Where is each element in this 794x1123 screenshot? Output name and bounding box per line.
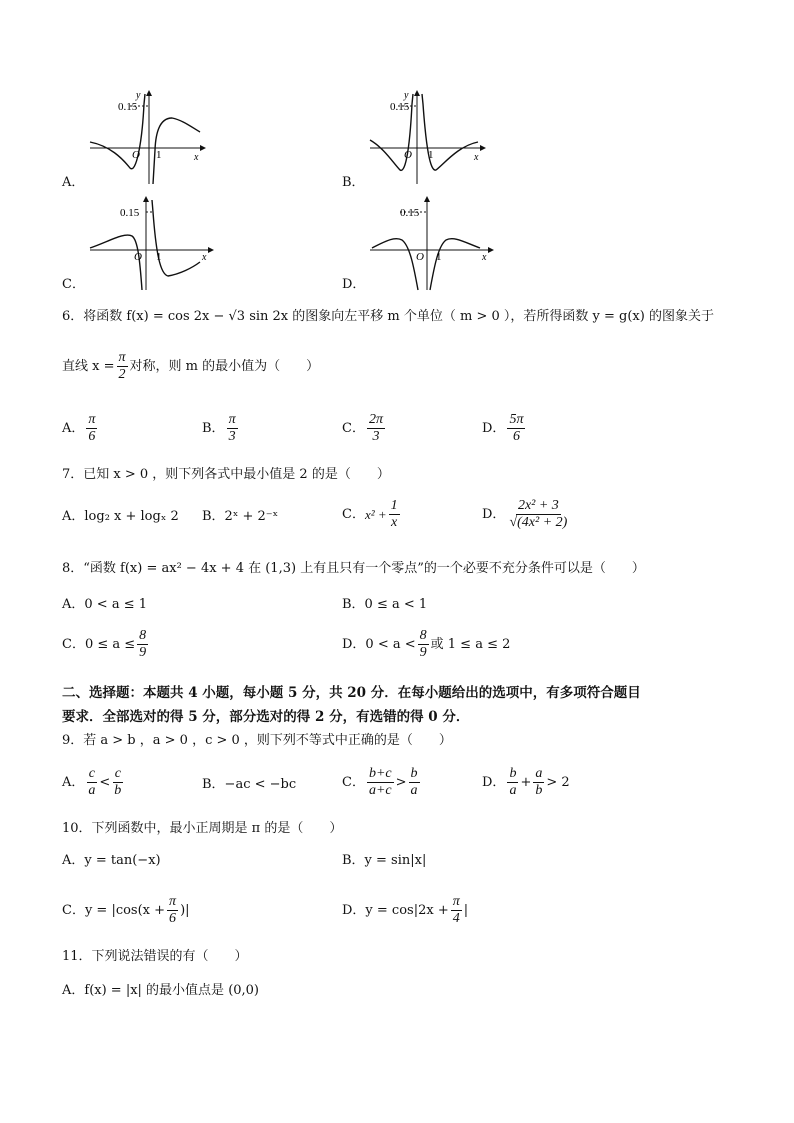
q9-opt-d-d1: a bbox=[509, 783, 517, 798]
q6-line2-b: 对称，则 m 的最小值为（ ） bbox=[129, 358, 320, 374]
q6-opt-c-num: 2π bbox=[368, 412, 383, 427]
q8-option-a[interactable]: A．0 < a ≤ 1 bbox=[62, 597, 147, 612]
q10-opt-c-num: π bbox=[169, 894, 177, 909]
graph-a-x-label: x bbox=[194, 152, 199, 163]
q9-opt-d-n1: b bbox=[509, 766, 517, 781]
q6-opt-a-label: A． bbox=[62, 420, 85, 436]
q10-option-b[interactable]: B．y = sin|x| bbox=[342, 853, 427, 868]
q6-opt-a-num: π bbox=[88, 412, 96, 427]
q7-option-d[interactable] bbox=[482, 498, 571, 531]
q10-opt-d-tail: | bbox=[463, 902, 469, 918]
q9-option-b[interactable]: B．−ac < −bc bbox=[202, 777, 297, 792]
section2-line1: 二、选择题：本题共 4 小题，每小题 5 分，共 20 分．在每小题给出的选项中，有多项符合题目 bbox=[62, 685, 641, 701]
q11-stem: 11．下列说法错误的有（ ） bbox=[62, 949, 248, 964]
q9-opt-a-d2: b bbox=[114, 783, 122, 798]
q10-stem: 10．下列函数中，最小正周期是 π 的是（ ） bbox=[62, 821, 343, 836]
q6-option-c[interactable] bbox=[342, 412, 387, 445]
q9-opt-c-d2: a bbox=[410, 783, 418, 798]
graph-b-tick-y: 0.15 bbox=[390, 101, 410, 113]
q8-opt-c-num: 8 bbox=[139, 628, 147, 643]
graph-c-origin: O bbox=[134, 251, 142, 263]
q10-opt-c-label: C．y = |cos(x + bbox=[62, 902, 166, 918]
graph-a-tick-y: 0.15 bbox=[118, 101, 138, 113]
q10-opt-d-den: 4 bbox=[452, 911, 460, 926]
q9-opt-a-n2: c bbox=[114, 766, 121, 781]
q7-opt-d-den: √(4x² + 2) bbox=[509, 515, 568, 530]
graph-c-tick-y: 0.15 bbox=[120, 207, 140, 219]
q7-opt-c-frac bbox=[389, 498, 400, 531]
graph-b-tick-x: 1 bbox=[428, 149, 434, 161]
q9-opt-c-op: > bbox=[395, 774, 407, 790]
q10-option-a[interactable]: A．y = tan(−x) bbox=[62, 853, 161, 868]
graph-d-label: D． bbox=[342, 277, 366, 292]
graph-b-x-label: x bbox=[474, 152, 479, 163]
graph-a-y-label: y bbox=[136, 90, 141, 101]
q6-opt-b-label: B． bbox=[202, 420, 225, 436]
section2-line2: 要求．全部选对的得 5 分，部分选对的得 2 分，有选错的得 0 分． bbox=[62, 709, 470, 725]
q8-opt-c-den: 9 bbox=[139, 645, 147, 660]
q6-opt-b-frac bbox=[227, 412, 238, 445]
q6-option-b[interactable] bbox=[202, 412, 240, 445]
q10-option-c[interactable] bbox=[62, 894, 190, 927]
q6-option-a[interactable] bbox=[62, 412, 99, 445]
q9-opt-d-frac2 bbox=[533, 766, 544, 799]
q10-opt-d-label: D．y = cos|2x + bbox=[342, 902, 449, 918]
q7-opt-c-num: 1 bbox=[390, 498, 398, 513]
q9-opt-a-frac2 bbox=[112, 766, 123, 799]
q9-opt-a-label: A． bbox=[62, 774, 85, 790]
q7-opt-d-frac bbox=[507, 498, 569, 531]
q10-opt-c-den: 6 bbox=[169, 911, 177, 926]
q10-opt-d-frac bbox=[451, 894, 462, 927]
q9-stem: 9．若 a > b ，a > 0 ，c > 0 ，则下列不等式中正确的是（ ） bbox=[62, 733, 452, 748]
q9-opt-c-n1: b+c bbox=[368, 766, 392, 781]
q8-opt-c-label: C．0 ≤ a ≤ bbox=[62, 636, 136, 652]
q7-option-b[interactable]: B．2ˣ + 2⁻ˣ bbox=[202, 509, 279, 524]
q7-stem: 7．已知 x > 0 ，则下列各式中最小值是 2 的是（ ） bbox=[62, 467, 390, 482]
graph-d-tick-x: 1 bbox=[436, 251, 442, 263]
q6-opt-b-den: 3 bbox=[228, 429, 236, 444]
q8-opt-d-num: 8 bbox=[419, 628, 427, 643]
q7-opt-c-den: x bbox=[391, 515, 398, 530]
graph-c-tick-x: 1 bbox=[156, 251, 162, 263]
q6-frac-num: π bbox=[118, 350, 126, 365]
q6-opt-d-den: 6 bbox=[512, 429, 520, 444]
graph-d-origin: O bbox=[416, 251, 424, 263]
q6-opt-c-frac bbox=[367, 412, 385, 445]
q6-opt-a-den: 6 bbox=[88, 429, 96, 444]
graph-a-origin: O bbox=[132, 149, 140, 161]
q6-opt-a-frac bbox=[86, 412, 97, 445]
graph-c-x-label: x bbox=[202, 252, 207, 263]
q9-opt-c-d1: a+c bbox=[368, 783, 392, 798]
q6-opt-d-label: D． bbox=[482, 420, 506, 436]
q8-option-c[interactable] bbox=[62, 628, 150, 661]
q6-option-d[interactable] bbox=[482, 412, 527, 445]
q8-opt-d-tail: 或 1 ≤ a ≤ 2 bbox=[430, 636, 511, 652]
q6-line2-a: 直线 x = bbox=[62, 358, 115, 374]
graph-d-tick-y: 0.15 bbox=[400, 207, 420, 219]
q9-opt-c-n2: b bbox=[410, 766, 418, 781]
q7-opt-d-label: D． bbox=[482, 506, 506, 522]
q9-option-c[interactable] bbox=[342, 766, 422, 799]
q6-fraction bbox=[117, 350, 128, 383]
q9-opt-a-d1: a bbox=[88, 783, 96, 798]
q9-option-a[interactable] bbox=[62, 766, 125, 799]
graph-c-label: C． bbox=[62, 277, 85, 292]
q6-frac-den: 2 bbox=[118, 367, 126, 382]
q9-opt-d-n2: a bbox=[535, 766, 543, 781]
q6-stem-line2 bbox=[62, 350, 319, 383]
graph-b-y-label: y bbox=[404, 90, 409, 101]
q10-opt-c-frac bbox=[167, 894, 178, 927]
q7-option-c[interactable] bbox=[342, 498, 402, 531]
q8-option-b[interactable]: B．0 ≤ a < 1 bbox=[342, 597, 428, 612]
q7-opt-d-num: 2x² + 3 bbox=[517, 498, 559, 513]
q7-option-a[interactable]: A．log₂ x + logₓ 2 bbox=[62, 509, 179, 524]
q10-opt-c-tail: )| bbox=[180, 902, 190, 918]
q9-opt-d-frac1 bbox=[507, 766, 518, 799]
q6-opt-d-num: 5π bbox=[509, 412, 524, 427]
graph-d-x-label: x bbox=[482, 252, 487, 263]
q9-opt-d-op: + bbox=[520, 774, 532, 790]
q6-opt-c-den: 3 bbox=[372, 429, 380, 444]
q6-opt-d-frac bbox=[507, 412, 525, 445]
q8-opt-c-frac bbox=[137, 628, 148, 661]
q8-opt-d-label: D．0 < a < bbox=[342, 636, 416, 652]
graph-a-tick-x: 1 bbox=[156, 149, 162, 161]
q8-option-d[interactable] bbox=[342, 628, 510, 661]
q8-stem: 8．“函数 f(x) = ax² − 4x + 4 在 (1,3) 上有且只有一个零点”的一个必要不充分条件可以是（ ） bbox=[62, 561, 645, 576]
graph-a-label: A． bbox=[62, 175, 85, 190]
q9-opt-a-frac1 bbox=[86, 766, 97, 799]
q6-stem-line1: 6．将函数 f(x) = cos 2x − √3 sin 2x 的图象向左平移 m 个单位（ m > 0 ），若所得函数 y = g(x) 的图象关于 bbox=[62, 309, 714, 324]
q9-opt-d-label: D． bbox=[482, 774, 506, 790]
q6-opt-c-label: C． bbox=[342, 420, 365, 436]
graph-b-label: B． bbox=[342, 175, 365, 190]
q11-option-a[interactable]: A．f(x) = |x| 的最小值点是 (0,0) bbox=[62, 983, 260, 998]
q9-opt-c-frac1 bbox=[367, 766, 394, 799]
q8-opt-d-frac bbox=[418, 628, 429, 661]
q9-opt-d-tail: > 2 bbox=[546, 774, 570, 790]
q8-opt-d-den: 9 bbox=[419, 645, 427, 660]
q9-opt-a-n1: c bbox=[88, 766, 95, 781]
q10-option-d[interactable] bbox=[342, 894, 468, 927]
q9-option-d[interactable] bbox=[482, 766, 570, 799]
q9-opt-a-op: < bbox=[99, 774, 111, 790]
q6-opt-b-num: π bbox=[228, 412, 236, 427]
graph-b-origin: O bbox=[404, 149, 412, 161]
q9-opt-c-frac2 bbox=[409, 766, 420, 799]
q9-opt-c-label: C． bbox=[342, 774, 365, 790]
q7-opt-c-expr: x² + bbox=[364, 506, 387, 522]
q10-opt-d-num: π bbox=[452, 894, 460, 909]
q7-opt-c-label: C． bbox=[342, 506, 365, 522]
q9-opt-d-d2: b bbox=[535, 783, 543, 798]
